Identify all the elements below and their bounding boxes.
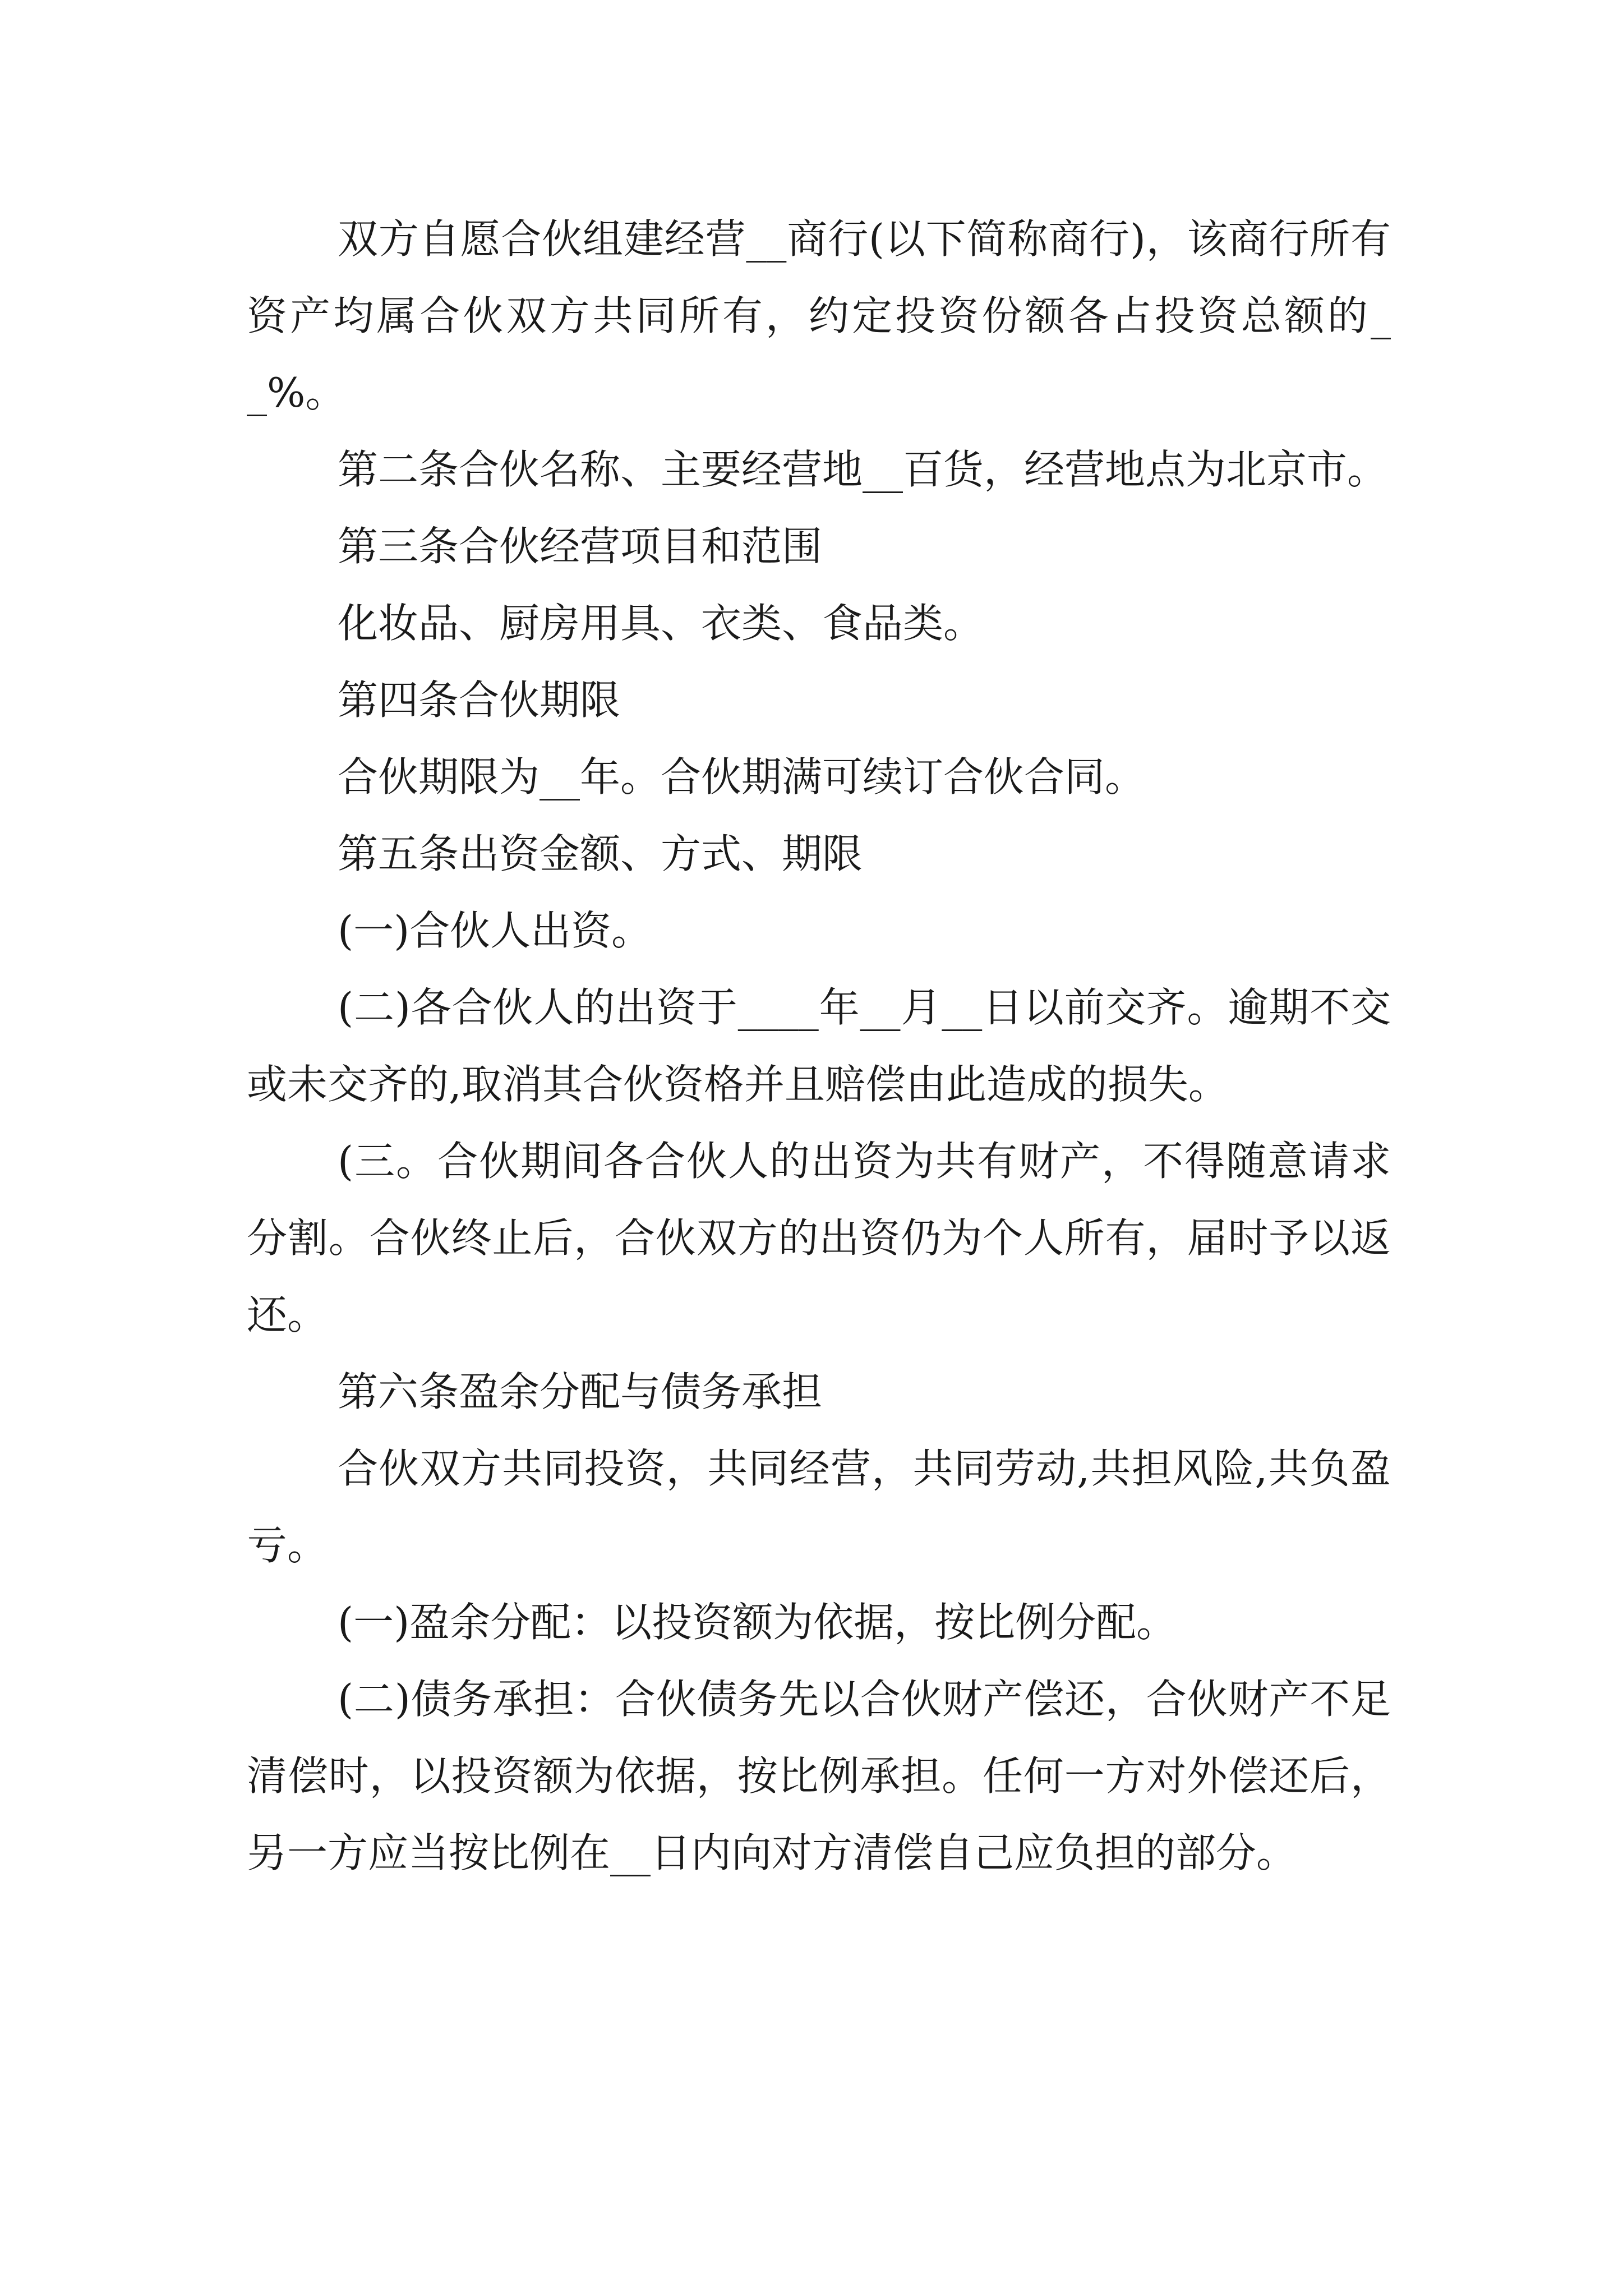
paragraph-contribution-2: (二)各合伙人的出资于____年__月__日以前交齐。逾期不交或未交齐的,取消其合伙资格并且赔偿由此造成的损失。 (247, 984, 1391, 1108)
paragraph-surplus-distribution: (一)盈余分配：以投资额为依据，按比例分配。 (338, 1599, 1177, 1646)
heading-article-6: 第六条盈余分配与债务承担 (338, 1368, 823, 1415)
paragraph-business-scope: 化妆品、厨房用具、衣类、食品类。 (338, 600, 984, 647)
paragraph-article-2: 第二条合伙名称、主要经营地__百货，经营地点为北京市。 (338, 446, 1388, 493)
paragraph-term: 合伙期限为__年。合伙期满可续订合伙合同。 (338, 753, 1146, 800)
heading-article-5: 第五条出资金额、方式、期限 (338, 830, 863, 877)
paragraph-joint-operation: 合伙双方共同投资，共同经营，共同劳动,共担风险,共负盈亏。 (247, 1445, 1391, 1569)
paragraph-contribution-1: (一)合伙人出资。 (338, 907, 652, 954)
paragraph-contribution-3: (三。合伙期间各合伙人的出资为共有财产，不得随意请求分割。合伙终止后，合伙双方的出资仍为个人所有，届时予以返还。 (247, 1138, 1391, 1338)
heading-article-3: 第三条合伙经营项目和范围 (338, 523, 823, 570)
document-body (247, 201, 1391, 1892)
paragraph-intro: 双方自愿合伙组建经营__商行(以下简称商行)，该商行所有资产均属合伙双方共同所有，约定投资份额各占投资总额的__%。 (247, 215, 1391, 416)
heading-article-4: 第四条合伙期限 (338, 677, 621, 724)
paragraph-debt-liability: (二)债务承担：合伙债务先以合伙财产偿还，合伙财产不足清偿时，以投资额为依据，按比例承担。任何一方对外偿还后，另一方应当按比例在__日内向对方清偿自己应负担的部分。 (247, 1676, 1391, 1876)
